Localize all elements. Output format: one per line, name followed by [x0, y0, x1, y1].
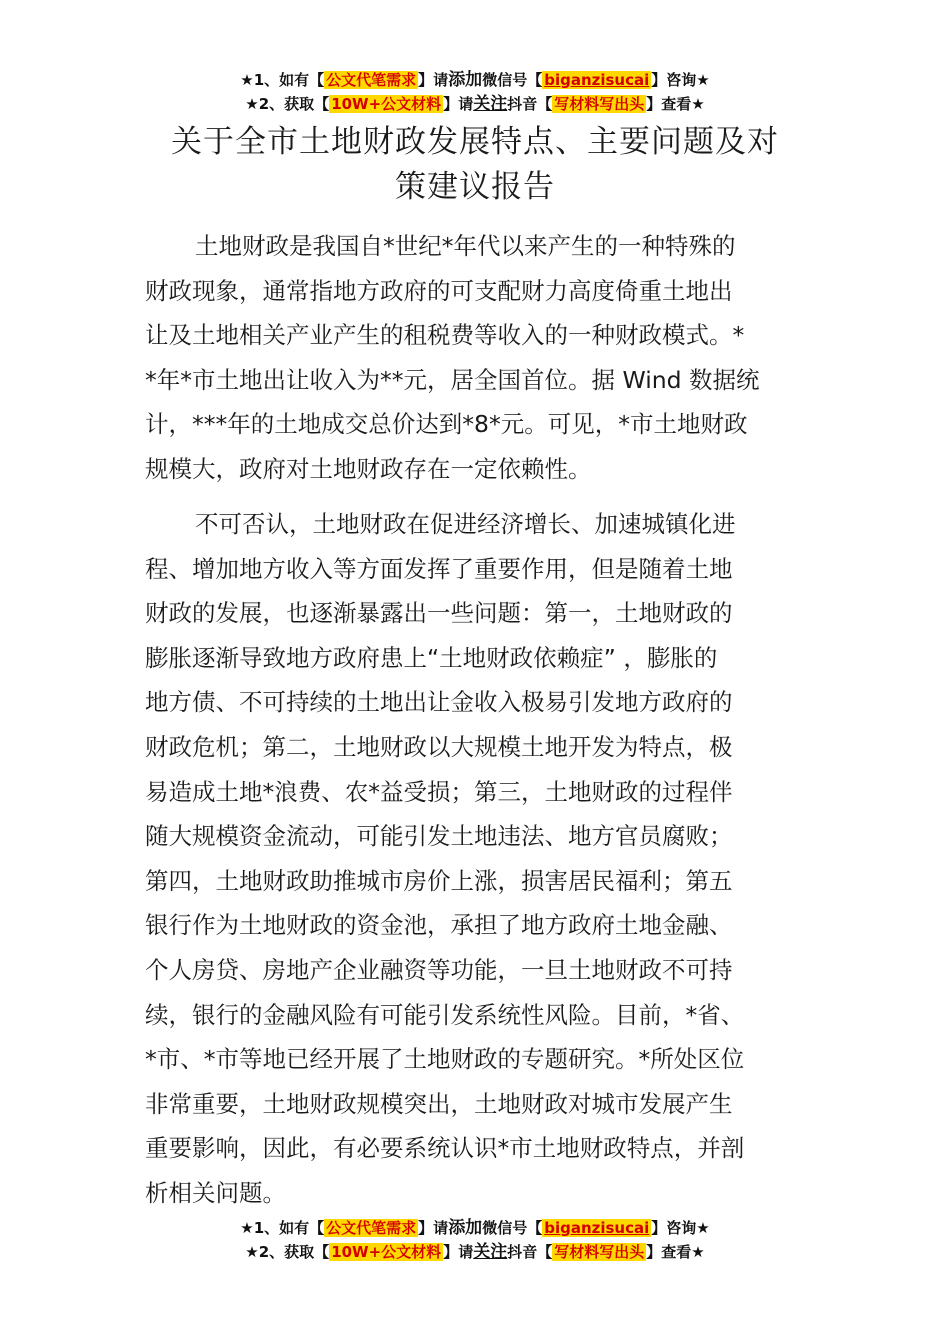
promo-text: 】查看★ — [646, 95, 705, 113]
paragraph-line: 计，***年的土地成交总价达到*8*元。可见，*市土地财政 — [145, 410, 748, 439]
paragraph-line: *年*市土地出让收入为**元，居全国首位。据 Wind 数据统 — [145, 365, 760, 394]
promo-emphasis: 添加 — [448, 70, 483, 90]
promo-line-1 — [0, 68, 950, 92]
promo-text: ★1、如有【 — [240, 71, 325, 89]
promo-line-2 — [0, 92, 950, 116]
document-title — [145, 120, 805, 210]
paragraph-line: 个人房贷、房地产企业融资等功能，一旦土地财政不可持 — [145, 955, 733, 984]
paragraph-line: 财政危机；第二，土地财政以大规模土地开发为特点，极 — [145, 732, 733, 761]
paragraph-line: 续，银行的金融风险有可能引发系统性风险。目前，*省、 — [145, 1000, 745, 1029]
paragraph-line: 膨胀逐渐导致地方政府患上“土地财政依赖症” ，膨胀的 — [145, 643, 718, 672]
promo-emphasis: 关注 — [473, 1242, 508, 1262]
promo-text: 微信号【 — [482, 1219, 543, 1237]
paragraph-line: 规模大，政府对土地财政存在一定依赖性。 — [145, 454, 592, 483]
paragraph-line: 重要影响，因此，有必要系统认识*市土地财政特点，并剖 — [145, 1134, 745, 1163]
promo-banner-bottom — [0, 1216, 950, 1264]
promo-text: 】咨询★ — [651, 1219, 710, 1237]
title-line-2: 策建议报告 — [395, 169, 555, 205]
paragraph-1 — [145, 224, 807, 492]
highlight-service: 公文代笔需求 — [326, 1219, 417, 1237]
promo-banner-top — [0, 68, 950, 116]
highlight-materials: 10W+公文材料 — [331, 1243, 442, 1261]
paragraph-line: 非常重要，土地财政规模突出，土地财政对城市发展产生 — [145, 1089, 733, 1118]
paragraph-line: 财政的发展，也逐渐暴露出一些问题：第一，土地财政的 — [145, 599, 733, 628]
promo-text: 】请 — [443, 1243, 474, 1261]
promo-text: ★1、如有【 — [240, 1219, 325, 1237]
douyin-account[interactable]: 写材料写出头 — [554, 95, 645, 113]
promo-text: 】请 — [418, 1219, 449, 1237]
promo-text: 抖音【 — [507, 1243, 553, 1261]
highlight-materials: 10W+公文材料 — [331, 95, 442, 113]
paragraph-line: 不可否认，土地财政在促进经济增长、加速城镇化进 — [195, 510, 736, 538]
promo-text: ★2、获取【 — [245, 95, 330, 113]
paragraph-line: 第四，土地财政助推城市房价上涨，损害居民福利；第五 — [145, 866, 733, 895]
douyin-account[interactable]: 写材料写出头 — [554, 1243, 645, 1261]
paragraph-line: 让及土地相关产业产生的租税费等收入的一种财政模式。* — [145, 321, 745, 350]
promo-line-2 — [0, 1240, 950, 1264]
paragraph-line: 土地财政是我国自*世纪*年代以来产生的一种特殊的 — [195, 232, 736, 260]
promo-emphasis: 关注 — [473, 94, 508, 114]
promo-line-1 — [0, 1216, 950, 1240]
wechat-id[interactable]: biganzisucai — [544, 1219, 650, 1237]
promo-text: 】咨询★ — [651, 71, 710, 89]
paragraph-line: *市、*市等地已经开展了土地财政的专题研究。*所处区位 — [145, 1045, 745, 1074]
paragraph-line: 地方债、不可持续的土地出让金收入极易引发地方政府的 — [145, 688, 733, 717]
promo-text: 】请 — [443, 95, 474, 113]
promo-text: 抖音【 — [507, 95, 553, 113]
wechat-id[interactable]: biganzisucai — [544, 71, 650, 89]
paragraph-line: 财政现象，通常指地方政府的可支配财力高度倚重土地出 — [145, 276, 733, 305]
highlight-service: 公文代笔需求 — [326, 71, 417, 89]
paragraph-line: 易造成土地*浪费、农*益受损；第三，土地财政的过程伴 — [145, 777, 733, 806]
paragraph-line: 银行作为土地财政的资金池，承担了地方政府土地金融、 — [145, 911, 733, 940]
promo-text: 】查看★ — [646, 1243, 705, 1261]
promo-text: 】请 — [418, 71, 449, 89]
promo-text: ★2、获取【 — [245, 1243, 330, 1261]
paragraph-line: 随大规模资金流动，可能引发土地违法、地方官员腐败； — [145, 822, 733, 851]
paragraph-line: 析相关问题。 — [145, 1178, 286, 1207]
paragraph-line: 程、增加地方收入等方面发挥了重要作用，但是随着土地 — [145, 554, 733, 583]
paragraph-2 — [145, 502, 807, 1216]
title-line-1: 关于全市土地财政发展特点、主要问题及对 — [171, 124, 779, 160]
promo-text: 微信号【 — [482, 71, 543, 89]
promo-emphasis: 添加 — [448, 1218, 483, 1238]
